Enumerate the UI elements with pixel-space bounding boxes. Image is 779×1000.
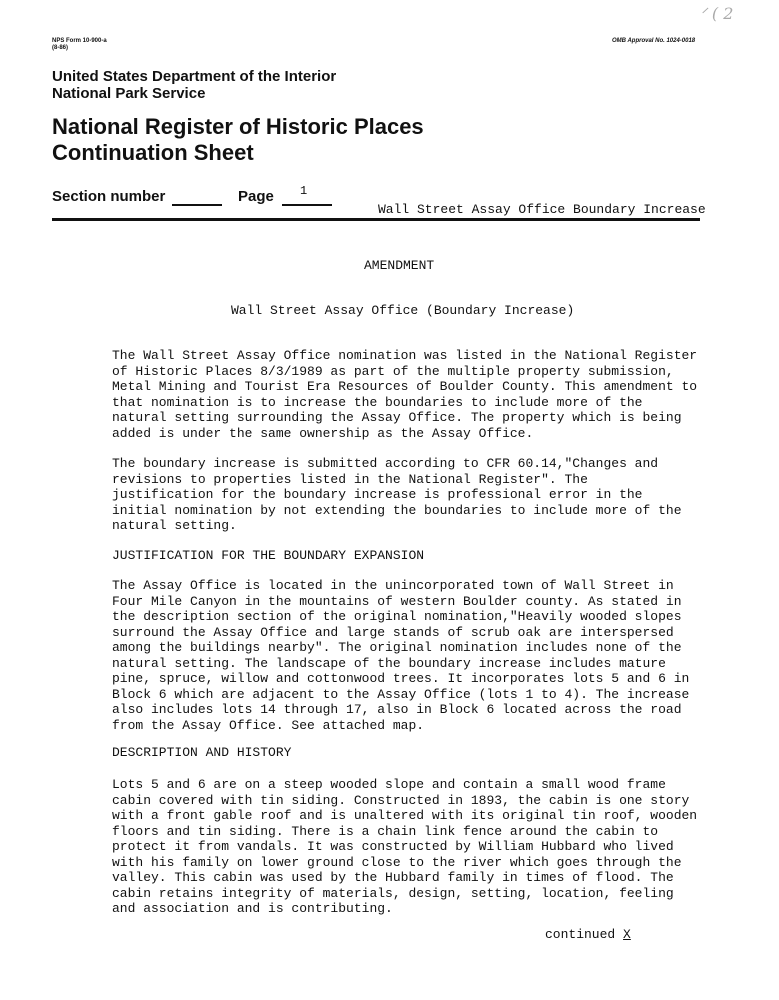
heading-justification: JUSTIFICATION FOR THE BOUNDARY EXPANSION bbox=[112, 548, 425, 563]
department-name: United States Department of the Interior bbox=[52, 68, 337, 85]
document-subtitle: Wall Street Assay Office (Boundary Increase) bbox=[231, 303, 575, 318]
page-label: Page bbox=[238, 188, 274, 205]
form-number-line: NPS Form 10-900-a bbox=[52, 38, 107, 44]
property-name: Wall Street Assay Office Boundary Increase bbox=[378, 202, 706, 217]
continued-mark: X bbox=[623, 927, 631, 942]
section-number-field bbox=[172, 204, 222, 206]
continued-indicator bbox=[545, 927, 631, 943]
section-number-label: Section number bbox=[52, 188, 166, 205]
omb-approval: OMB Approval No. 1024-0018 bbox=[612, 38, 696, 44]
heading-description: DESCRIPTION AND HISTORY bbox=[112, 745, 292, 760]
paragraph-introduction: The Wall Street Assay Office nomination was listed in the National Register of Historic Places 8/3/1989 as part of the multiple property submission, Metal Mining and Tourist Era Resources of Boulder County. This amendment to that nomination is to increase the boundaries to include more of the natural setting surrounding the Assay Office. The property which is being added is under the same ownership as the Assay Office. bbox=[112, 348, 698, 441]
sheet-title: Continuation Sheet bbox=[52, 140, 254, 165]
form-date: (8-86) bbox=[52, 45, 69, 51]
continued-label: continued bbox=[545, 927, 616, 942]
page-field-line bbox=[282, 204, 332, 206]
paragraph-boundary-increase: The boundary increase is submitted according to CFR 60.14,"Changes and revisions to properties listed in the National Register". The justification for the boundary increase is professional error in the initial nomination by not extending the boundaries to include more of the natural setting. bbox=[112, 456, 682, 533]
amendment-heading: AMENDMENT bbox=[364, 258, 435, 273]
header-divider bbox=[52, 218, 700, 221]
paragraph-description: Lots 5 and 6 are on a steep wooded slope and contain a small wood frame cabin covered with tin siding. Constructed in 1893, the cabin is one story with a front gable roof and is unaltered with its original tin roof, wooden floors and tin siding. There is a chain link fence around the cabin to protect it from vandals. It was constructed by William Hubbard who lived with his family on lower ground close to the river which goes through the valley. This cabin was used by the Hubbard family in times of flood. The cabin retains integrity of materials, design, setting, location, feeling and association and is contributing. bbox=[112, 777, 698, 916]
paragraph-justification: The Assay Office is located in the unincorporated town of Wall Street in Four Mile Canyon in the mountains of western Boulder county. As stated in the description section of the original nomination,"Heavily wooded slopes surround the Assay Office and large stands of scrub oak are interspersed among the buildings nearby". The original nomination includes none of the natural setting. The landscape of the boundary increase includes mature pine, spruce, willow and cottonwood trees. It incorporates lots 5 and 6 in Block 6 which are adjacent to the Assay Office (lots 1 to 4). The increase also includes lots 14 through 17, also in Block 6 located across the road from the Assay Office. See attached map. bbox=[112, 578, 690, 733]
register-title: National Register of Historic Places bbox=[52, 114, 424, 139]
handwritten-corner-mark: ᐟ ( 2 bbox=[700, 4, 734, 23]
page-number: 1 bbox=[300, 184, 308, 198]
agency-name: National Park Service bbox=[52, 85, 206, 102]
form-number bbox=[52, 38, 107, 52]
